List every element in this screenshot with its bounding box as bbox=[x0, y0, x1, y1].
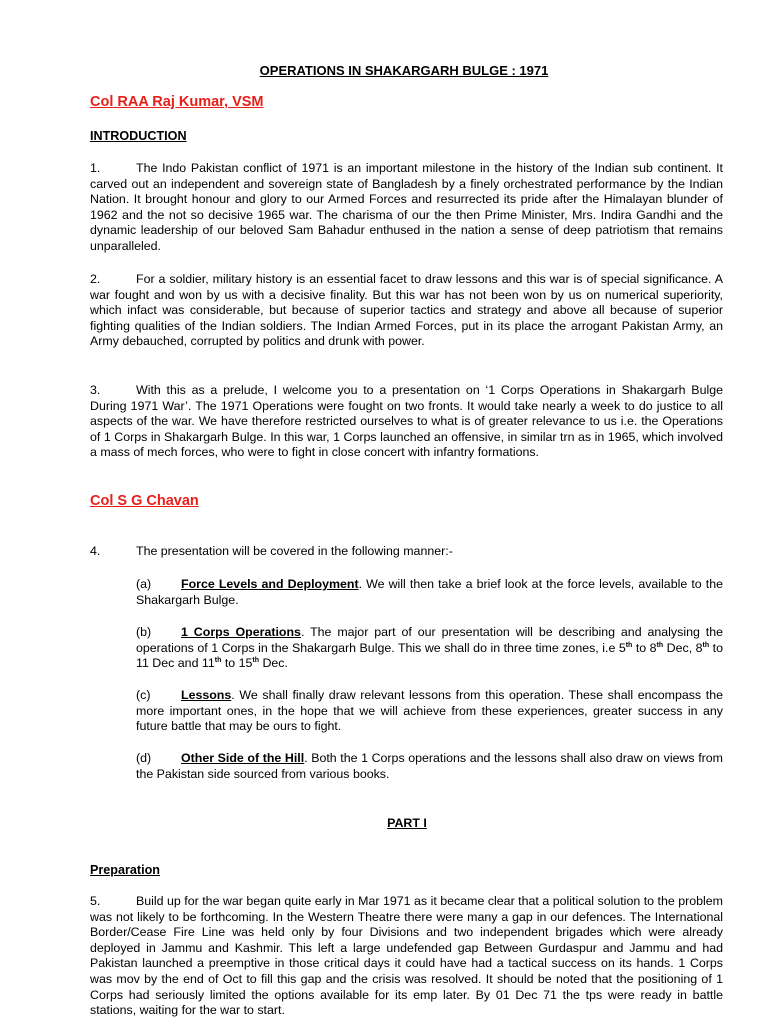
list-item-label: (c) bbox=[136, 688, 151, 702]
paragraph-number: 3. bbox=[90, 383, 101, 397]
list-item-text: Dec. bbox=[259, 656, 288, 671]
list-item-c bbox=[136, 688, 723, 735]
paragraph-text: The Indo Pakistan conflict of 1971 is an important milestone in the history of the Indian sub continent. It carved out an independent and sovereign state of Bangladesh by a finely orchestrated performance by the Indian Nation. It brought honour and glory to our Armed Forces and resurrected its pride after the Himalayan blunder of 1962 and the not so decisive 1965 war. The charisma of our the then Prime Minister, Mrs. Indira Gandhi and the dynamic leadership of our beloved Sam Bahadur enthused in the nation a sense of deep patriotism that remains unparalleled. bbox=[90, 161, 723, 253]
paragraph-5 bbox=[90, 894, 723, 1019]
superscript: th bbox=[214, 657, 222, 665]
paragraph-text: The presentation will be covered in the following manner:- bbox=[136, 544, 453, 558]
list-item-text: . Both the 1 Corps operations and the lessons shall also draw on views from the Pakistan side sourced from various books. bbox=[136, 751, 723, 781]
paragraph-text: For a soldier, military history is an essential facet to draw lessons and this war is of special significance. A war fought and won by us with a decisive finality. But this war has not been won by us on numerical superiority, which infact was considerable, but because of superior tactics and strategy and above all because of superior fighting qualities of the Indian soldiers. The Indian Armed Forces, put in its place the arrogant Pakistan Army, an Army debauched, corrupted by politics and drunk with power. bbox=[90, 272, 723, 349]
paragraph-number: 2. bbox=[90, 272, 101, 286]
list-item-label: (a) bbox=[136, 577, 152, 591]
list-item-label: (b) bbox=[136, 625, 152, 639]
paragraph-text: With this as a prelude, I welcome you to a presentation on ‘1 Corps Operations in Shakargarh Bulge During 1971 War’. The 1971 Operations were fought on two fronts. It would take nearly a week to do justice to all aspects of the war. We have therefore restricted ourselves to what is of greater relevance to us i.e. the Operations of 1 Corps in Shakargarh Bulge. In this war, 1 Corps launched an offensive, in similar trn as in 1965, which involved a mass of mech forces, who were to fight in close concert with infantry formations. bbox=[90, 383, 723, 460]
document-title: OPERATIONS IN SHAKARGARH BULGE : 1971 bbox=[259, 63, 549, 78]
list-item-text: to 11 Dec and 11 bbox=[136, 640, 723, 671]
paragraph-number: 4. bbox=[90, 544, 101, 558]
introduction-heading: INTRODUCTION bbox=[90, 129, 187, 143]
list-item-b bbox=[136, 625, 723, 672]
list-item-a bbox=[136, 577, 723, 608]
list-item-label: (d) bbox=[136, 751, 152, 765]
part-heading: PART I bbox=[387, 816, 427, 830]
list-item-key: 1 Corps Operations bbox=[181, 625, 301, 639]
list-item-text: Dec, 8 bbox=[663, 640, 703, 655]
superscript: th bbox=[656, 641, 664, 649]
author-name-2: Col S G Chavan bbox=[90, 493, 199, 509]
paragraph-number: 5. bbox=[90, 894, 101, 908]
list-item-text: . The major part of our presentation will be describing and analysing the operations of 1 Corps in the Shakargarh Bulge. This we shall do in three time zones, i.e 5 bbox=[136, 625, 723, 655]
paragraph-number: 1. bbox=[90, 161, 101, 175]
list-item-text: . We shall finally draw relevant lessons from this operation. These shall encompass the more important ones, in the hope that we will achieve from these experiences, greater success in any future battle that may be ours to fight. bbox=[136, 688, 723, 734]
list-item-text: to 15 bbox=[221, 656, 253, 671]
superscript: th bbox=[625, 641, 633, 649]
author-name-1: Col RAA Raj Kumar, VSM bbox=[90, 94, 264, 110]
superscript: th bbox=[702, 641, 710, 649]
list-item-d bbox=[136, 751, 723, 782]
paragraph-3 bbox=[90, 383, 723, 461]
paragraph-1 bbox=[90, 161, 723, 255]
list-item-key: Lessons bbox=[181, 688, 232, 702]
superscript: th bbox=[252, 657, 259, 665]
list-item-text: to 8 bbox=[632, 640, 657, 655]
paragraph-text: Build up for the war began quite early in Mar 1971 as it became clear that a political solution to the problem was not likely to be forthcoming. In the Western Theatre there were many a gap in our defences. The International Border/Cease Fire Line was held only by four Divisions and two independent brigades which were already deployed in Jammu and Kashmir. This left a large undefended gap Between Gurdaspur and Jammu and had Pakistan launched a preemptive in those critical days it could have had a tactical success on its hands. 1 Corps was mov by the end of Oct to fill this gap and the crisis was resolved. It should be noted that the positioning of 1 Corps had seriously limited the options available for its emp later. By 01 Dec 71 the tps were ready in battle stations, waiting for the war to start. bbox=[90, 894, 723, 1018]
paragraph-4 bbox=[90, 544, 723, 560]
preparation-heading: Preparation bbox=[90, 863, 160, 877]
list-item-key: Other Side of the Hill bbox=[181, 751, 305, 765]
list-item-text: . We will then take a brief look at the force levels, available to the Shakargarh Bulge. bbox=[136, 577, 723, 607]
paragraph-2 bbox=[90, 272, 723, 350]
list-item-key: Force Levels and Deployment bbox=[181, 577, 359, 591]
